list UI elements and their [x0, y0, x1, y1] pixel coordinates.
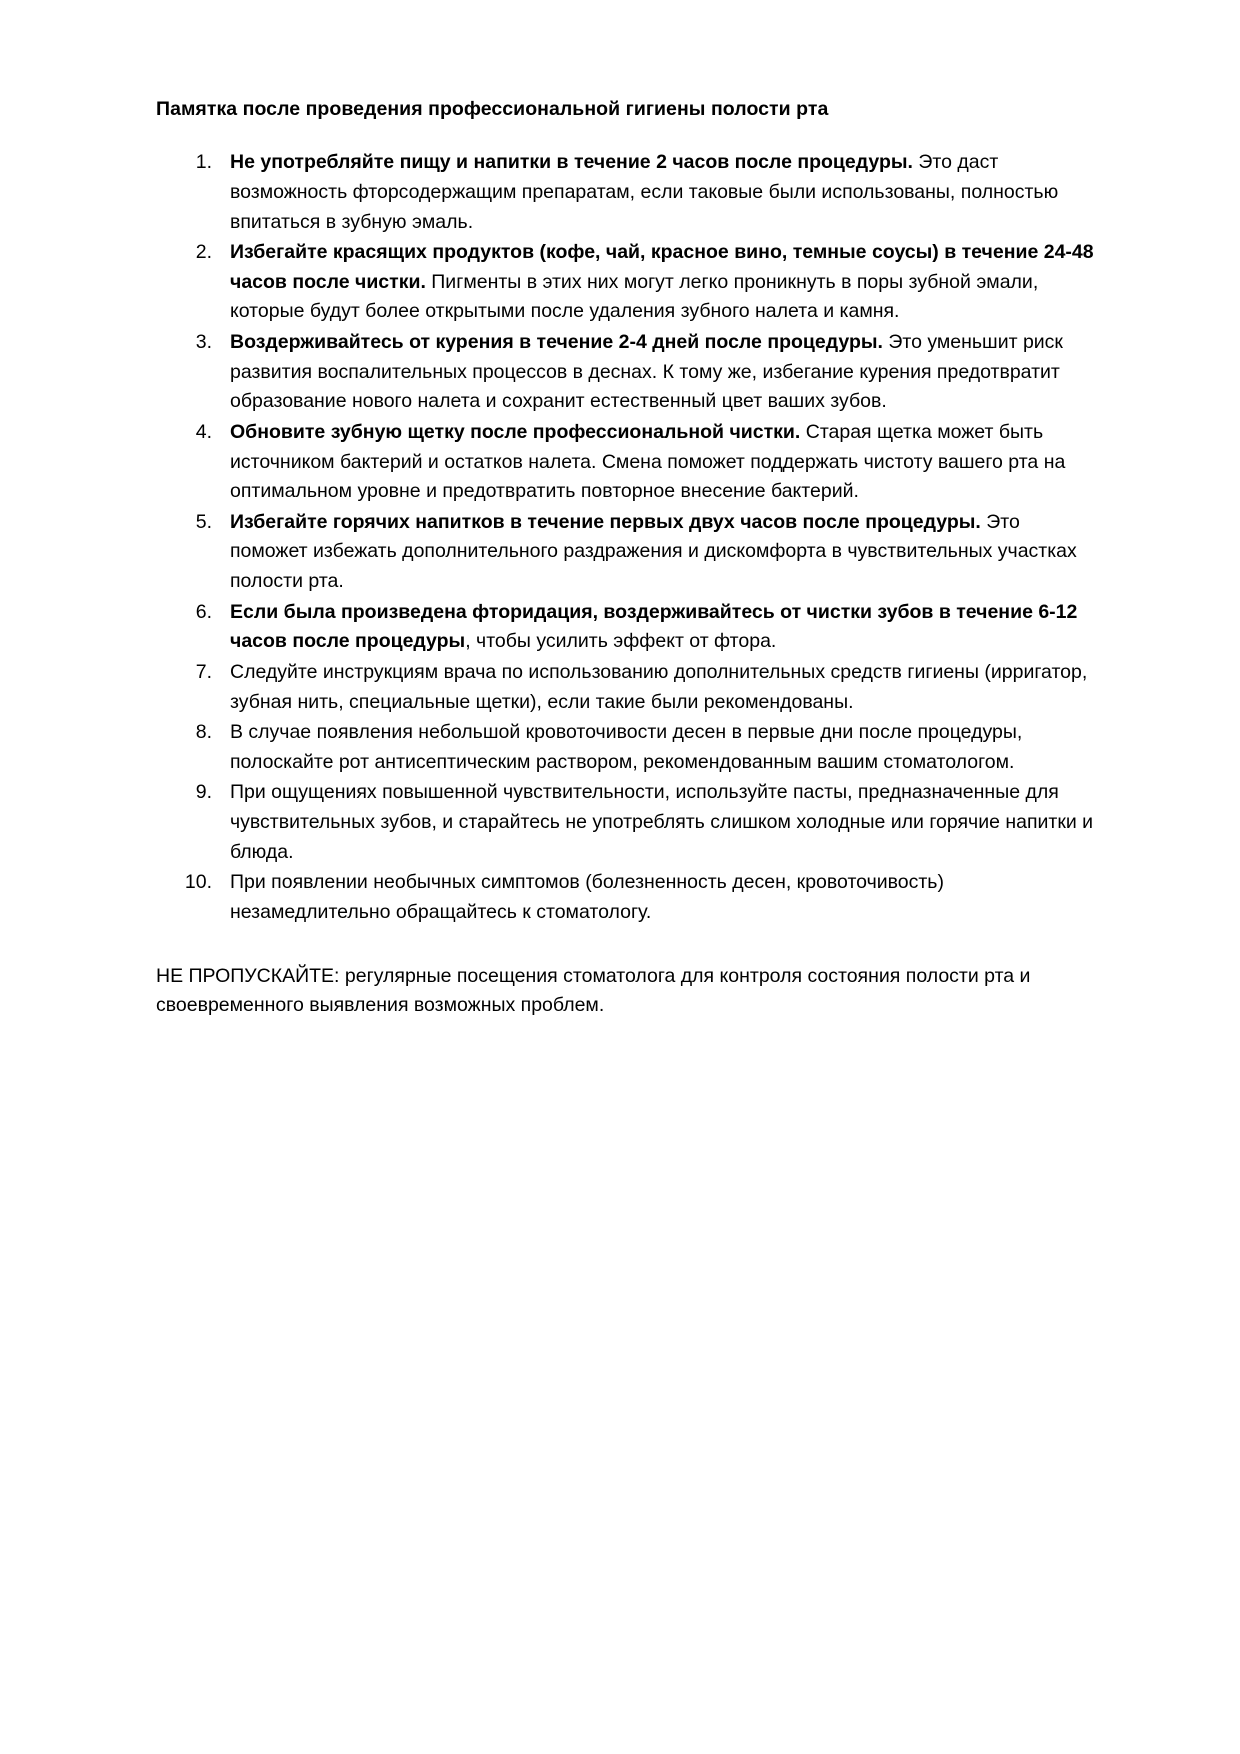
- list-item: [156, 658, 1100, 717]
- list-item-text: Пигменты в этих них могут легко проникнуть в поры зубной эмали, которые будут более открытыми после удаления зубного налета и камня.: [230, 270, 1039, 323]
- list-item-lead: Воздерживайтесь от курения в течение 2-4 дней после процедуры.: [230, 331, 883, 354]
- list-item-text: Старая щетка может быть источником бактерий и остатков налета. Смена поможет поддержать чистоту вашего рта на оптимальном уровне и предотвратить повторное внесение бактерий.: [230, 420, 1066, 503]
- list-item: [156, 148, 1100, 237]
- list-item-text: Следуйте инструкциям врача по использованию дополнительных средств гигиены (ирригатор, зубная нить, специальные щетки), если такие были рекомендованы.: [230, 660, 1088, 713]
- list-item-lead: Если была произведена фторидация, воздерживайтесь от чистки зубов в течение 6-12 часов после процедуры: [230, 600, 1078, 653]
- list-item-text: Это даст возможность фторсодержащим препаратам, если таковые были использованы, полностью впитаться в зубную эмаль.: [230, 151, 1059, 233]
- list-item: [156, 718, 1100, 777]
- list-item-lead: Избегайте красящих продуктов (кофе, чай, красное вино, темные соусы) в течение 24-48 часов после чистки.: [230, 241, 1094, 293]
- list-item-text: Это поможет избежать дополнительного раздражения и дискомфорта в чувствительных участках полости рта.: [230, 510, 1077, 593]
- page-title: Памятка после проведения профессиональной гигиены полости рта: [156, 98, 829, 120]
- list-item-text: Это уменьшит риск развития воспалительных процессов в деснах. К тому же, избегание курения предотвратит образование нового налета и сохранит естественный цвет ваших зубов.: [230, 331, 1063, 413]
- recommendations-list: [156, 148, 1100, 927]
- list-item-lead: Избегайте горячих напитков в течение первых двух часов после процедуры.: [230, 510, 981, 533]
- closing-paragraph: НЕ ПРОПУСКАЙТЕ: регулярные посещения стоматолога для контроля состояния полости рта и своевременного выявления возможных проблем.: [156, 964, 1031, 1017]
- list-item: [156, 238, 1100, 327]
- list-item: [156, 778, 1100, 867]
- list-item-lead: Не употребляйте пищу и напитки в течение 2 часов после процедуры.: [230, 151, 913, 174]
- list-item: [156, 868, 1100, 927]
- list-item-lead: Обновите зубную щетку после профессиональной чистки.: [230, 420, 801, 443]
- list-item-text: , чтобы усилить эффект от фтора.: [465, 630, 777, 653]
- list-item: [156, 328, 1100, 417]
- list-item: [156, 418, 1100, 507]
- list-item-text: В случае появления небольшой кровоточивости десен в первые дни после процедуры, полоскайте рот антисептическим раствором, рекомендованным вашим стоматологом.: [230, 721, 1023, 773]
- list-item-text: При ощущениях повышенной чувствительности, используйте пасты, предназначенные для чувствительных зубов, и старайтесь не употреблять слишком холодные или горячие напитки и блюда.: [230, 781, 1094, 863]
- list-item: [156, 508, 1100, 597]
- list-item: [156, 598, 1100, 657]
- list-item-text: При появлении необычных симптомов (болезненность десен, кровоточивость) незамедлительно обращайтесь к стоматологу.: [230, 871, 944, 923]
